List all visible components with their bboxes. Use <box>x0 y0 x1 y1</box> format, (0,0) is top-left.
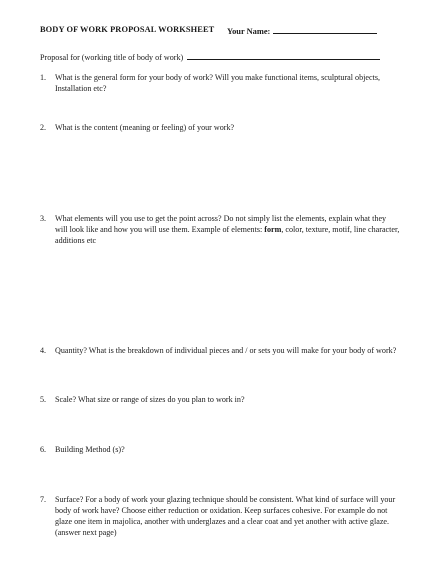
question-number: 3. <box>40 214 47 223</box>
question-6 <box>40 444 400 455</box>
question-text <box>55 213 400 246</box>
question-number: 5. <box>40 395 47 404</box>
question-number: 2. <box>40 123 47 132</box>
name-blank-line[interactable] <box>273 25 377 34</box>
question-number: 1. <box>40 73 47 82</box>
proposal-field[interactable] <box>40 51 380 62</box>
name-field[interactable] <box>227 25 377 36</box>
worksheet-title: BODY OF WORK PROPOSAL WORKSHEET <box>40 25 215 34</box>
question-text-bold: form <box>264 225 282 234</box>
question-text: Quantity? What is the breakdown of individual pieces and / or sets you will make for your body of work? <box>55 346 397 355</box>
question-text: Building Method (s)? <box>55 445 125 454</box>
question-7 <box>40 494 400 538</box>
question-text: What is the content (meaning or feeling) of your work? <box>55 123 235 132</box>
question-1 <box>40 72 400 94</box>
proposal-blank-line[interactable] <box>187 51 380 60</box>
question-4 <box>40 345 400 356</box>
question-text-part: , color, texture, motif, line character, additions etc <box>55 225 400 245</box>
question-number: 6. <box>40 445 47 454</box>
question-text: Surface? For a body of work your glazing technique should be consistent. What kind of surface will your body of work have? Choose either reduction or oxidation. Keep surfaces cohesive. For example do not glaze one item in majolica, another with underglazes and a clear coat and yet another with active glaze. (answer next page) <box>55 495 396 537</box>
question-text-part: What elements will you use to get the point across? Do not simply list the elements, explain what they will look like and how you will use them. Example of elements: <box>55 214 387 234</box>
question-text: What is the general form for your body of work? Will you make functional items, sculptural objects, Installation etc? <box>55 73 380 93</box>
proposal-label: Proposal for (working title of body of work) <box>40 53 184 62</box>
question-3 <box>40 213 400 246</box>
question-number: 4. <box>40 346 47 355</box>
question-number: 7. <box>40 495 47 504</box>
name-label: Your Name: <box>227 27 271 36</box>
question-5 <box>40 394 400 405</box>
question-2 <box>40 122 400 133</box>
question-text: Scale? What size or range of sizes do you plan to work in? <box>55 395 245 404</box>
